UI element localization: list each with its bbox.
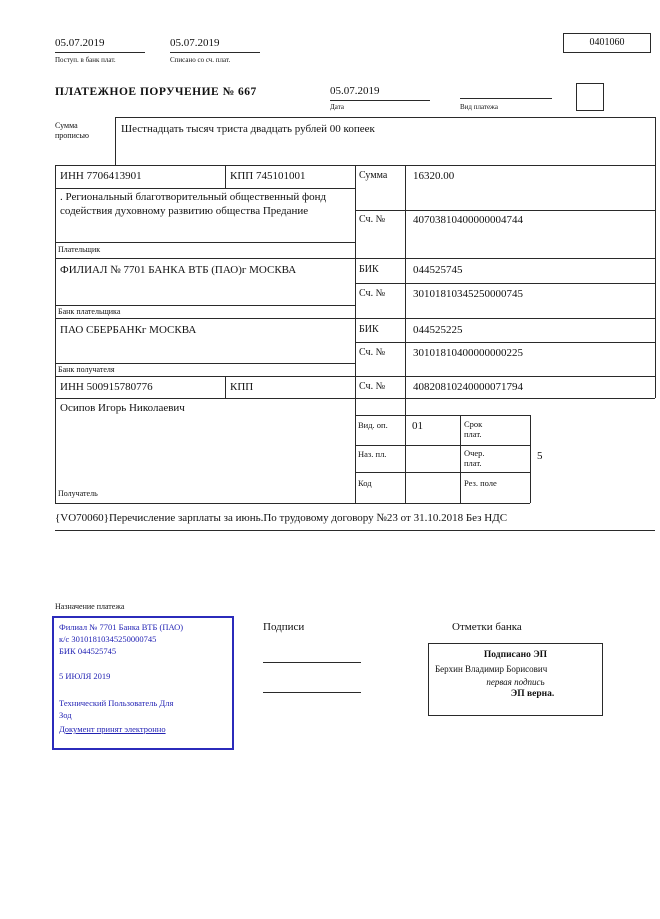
bank-acceptance-stamp: [52, 616, 234, 750]
grid-hline: [55, 363, 355, 364]
grid-hline: [55, 503, 530, 504]
sum-value: 16320.00: [413, 170, 455, 182]
payee-caption: Получатель: [58, 489, 98, 498]
grid-hline: [55, 530, 655, 531]
payer-kpp: КПП 745101001: [230, 170, 306, 182]
payment-purpose-caption: Назначение платежа: [55, 602, 125, 611]
grid-hline: [355, 283, 655, 284]
op-kind-value: 01: [412, 420, 423, 432]
debited-date-field: 05.07.2019: [170, 36, 260, 53]
received-date-field: 05.07.2019: [55, 36, 145, 53]
signature-line: [263, 692, 361, 693]
document-date-caption: Дата: [330, 103, 344, 111]
code-label: Код: [358, 478, 372, 488]
payer-bank-account-label: Сч. №: [359, 288, 386, 299]
payee-bank-caption: Банк получателя: [58, 365, 115, 374]
grid-hline: [55, 188, 355, 189]
grid-vline: [405, 165, 406, 503]
payee-bank-bik-label: БИК: [359, 324, 379, 335]
reserve-field-label: Рез. поле: [464, 478, 497, 488]
ep-stamp-signer-name: Берхин Владимир Борисович: [435, 664, 548, 674]
stamp-line-bik: БИК 044525745: [59, 646, 117, 656]
signature-line: [263, 662, 361, 663]
grid-hline: [355, 472, 530, 473]
payer-account-value: 40703810400000004744: [413, 214, 523, 226]
stamp-line-accepted: Документ принят электронно: [59, 724, 166, 734]
payer-bank-bik-value: 044525745: [413, 264, 463, 276]
ep-stamp-box: [428, 643, 603, 716]
grid-hline: [355, 445, 530, 446]
payer-name: . Региональный благотворительный общественный фонд содействия духовному развитию общества Предание: [60, 191, 327, 217]
op-kind-label: Вид. оп.: [358, 420, 388, 430]
amount-words-caption: Сумма прописью: [55, 121, 90, 140]
bank-marks-title: Отметки банка: [452, 621, 522, 633]
payer-bank-account-value: 30101810345250000745: [413, 288, 523, 300]
payee-account-value: 40820810240000071794: [413, 381, 523, 393]
grid-vline: [225, 165, 226, 188]
document-date-field: 05.07.2019: [330, 84, 430, 101]
grid-vline: [55, 165, 56, 503]
payer-account-label: Сч. №: [359, 214, 386, 225]
payment-type-caption: Вид платежа: [460, 103, 499, 111]
ep-stamp-verified: ЭП верна.: [510, 689, 555, 699]
payee-inn: ИНН 500915780776: [60, 381, 153, 393]
received-date-caption: Поступ. в банк плат.: [55, 56, 116, 64]
ep-stamp-title: Подписано ЭП: [483, 650, 548, 660]
document-title: ПЛАТЕЖНОЕ ПОРУЧЕНИЕ № 667: [55, 86, 257, 98]
grid-vline: [460, 415, 461, 503]
payee-name: Осипов Игорь Николаевич: [60, 402, 185, 414]
payment-purpose-text: {VO70060}Перечисление зарплаты за июнь.По трудовому договору №23 от 31.10.2018 Без НДС: [55, 512, 508, 524]
purpose-code-label: Наз. пл.: [358, 449, 387, 459]
stamp-line-user: Технический Пользователь Для: [59, 698, 174, 708]
payer-inn: ИНН 7706413901: [60, 170, 142, 182]
ep-stamp-role: первая подпись: [486, 677, 545, 687]
debited-date-caption: Списано со сч. плат.: [170, 56, 231, 64]
term-label: Срок плат.: [464, 419, 483, 439]
grid-hline: [55, 242, 355, 243]
payer-caption: Плательщик: [58, 245, 101, 254]
grid-hline: [355, 415, 530, 416]
payment-type-field: [460, 84, 552, 99]
stamp-line-corr-account: к/с 30101810345250000745: [59, 634, 157, 644]
payee-kpp-label: КПП: [230, 381, 254, 393]
sum-label: Сумма: [359, 170, 388, 181]
grid-hline: [115, 117, 655, 118]
grid-vline: [355, 165, 356, 503]
grid-vline: [115, 117, 116, 165]
form-code-box: 0401060: [563, 33, 651, 53]
payee-account-label: Сч. №: [359, 381, 386, 392]
payer-bank-bik-label: БИК: [359, 264, 379, 275]
grid-vline: [655, 117, 656, 398]
signatures-title: Подписи: [263, 621, 305, 633]
payer-bank-caption: Банк плательщика: [58, 307, 121, 316]
order-label: Очер. плат.: [464, 448, 485, 468]
grid-vline: [225, 376, 226, 398]
grid-hline: [355, 210, 655, 211]
payer-bank-name: ФИЛИАЛ № 7701 БАНКА ВТБ (ПАО)г МОСКВА: [60, 264, 297, 276]
payment-kind-box: [576, 83, 604, 111]
payee-bank-account-value: 30101810400000000225: [413, 347, 523, 359]
stamp-line-bank: Филиал № 7701 Банка ВТБ (ПАО): [59, 622, 184, 632]
grid-vline: [530, 415, 531, 503]
payee-bank-account-label: Сч. №: [359, 347, 386, 358]
payee-bank-name: ПАО СБЕРБАНКг МОСКВА: [60, 324, 197, 336]
amount-words-value: Шестнадцать тысяч триста двадцать рублей 00 копеек: [121, 123, 375, 135]
stamp-line-date: 5 ИЮЛЯ 2019: [59, 671, 111, 681]
grid-hline: [55, 305, 355, 306]
stamp-line-user2: Зод: [59, 710, 72, 720]
grid-hline: [355, 342, 655, 343]
order-value: 5: [537, 450, 543, 462]
payee-bank-bik-value: 044525225: [413, 324, 463, 336]
